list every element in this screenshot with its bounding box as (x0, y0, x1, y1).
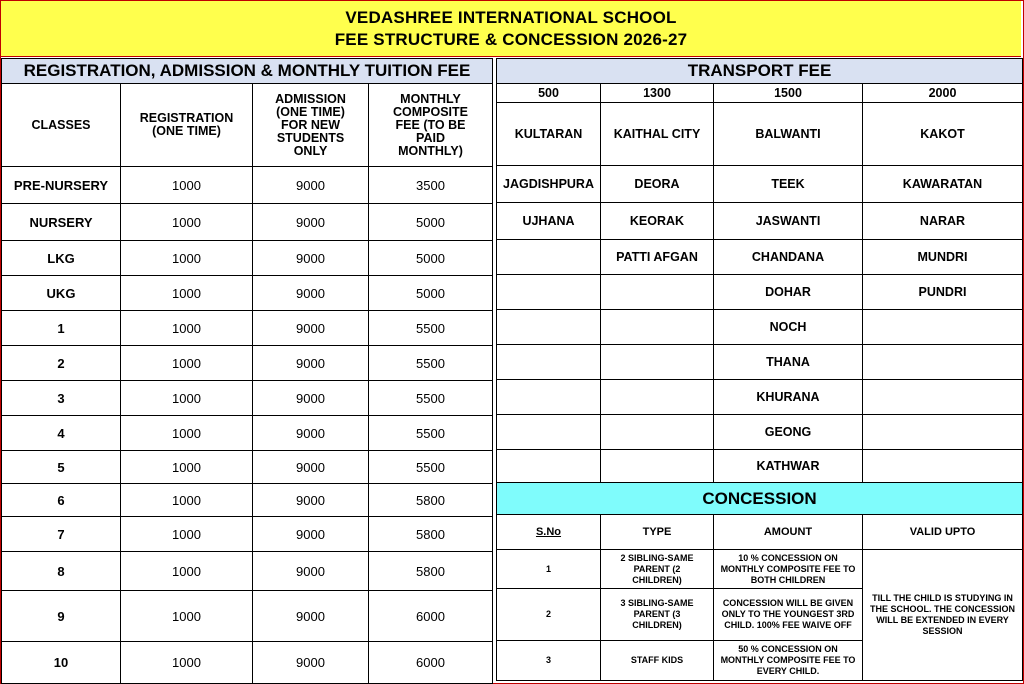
fee-admission-cell: 9000 (253, 484, 369, 517)
fee-monthly-cell: 5800 (369, 517, 493, 552)
conc-sno: 3 (497, 641, 601, 681)
transport-location-cell: DEORA (601, 166, 714, 203)
transport-row (497, 166, 1023, 203)
transport-location-cell: KHURANA (714, 380, 863, 415)
transport-location-cell: TEEK (714, 166, 863, 203)
transport-empty-cell (497, 310, 601, 345)
fee-monthly-cell: 5500 (369, 416, 493, 451)
conc-valid-upto: TILL THE CHILD IS STUDYING IN THE SCHOOL. THE CONCESSION WILL BE EXTENDED IN EVERY SESSION (863, 550, 1023, 681)
fee-class-cell: LKG (2, 241, 121, 276)
transport-empty-cell (601, 275, 714, 310)
transport-location-cell: MUNDRI (863, 240, 1023, 275)
fee-table (1, 58, 493, 684)
fee-registration-cell: 1000 (121, 552, 253, 591)
fee-admission-cell: 9000 (253, 346, 369, 381)
fee-row (2, 484, 493, 517)
transport-empty-cell (863, 345, 1023, 380)
fee-admission-cell: 9000 (253, 311, 369, 346)
transport-location-cell: NARAR (863, 203, 1023, 240)
transport-location-cell: PUNDRI (863, 275, 1023, 310)
fee-registration-cell: 1000 (121, 167, 253, 204)
transport-empty-cell (497, 240, 601, 275)
transport-location-cell: DOHAR (714, 275, 863, 310)
conc-sno: 1 (497, 550, 601, 589)
transport-location-cell: NOCH (714, 310, 863, 345)
fee-monthly-cell: 5500 (369, 311, 493, 346)
transport-empty-cell (863, 380, 1023, 415)
transport-location-cell: KAWARATAN (863, 166, 1023, 203)
fee-row (2, 517, 493, 552)
transport-row (497, 240, 1023, 275)
transport-location-cell: PATTI AFGAN (601, 240, 714, 275)
fee-monthly-cell: 5000 (369, 276, 493, 311)
fee-row (2, 381, 493, 416)
fee-admission-cell: 9000 (253, 204, 369, 241)
fee-admission-cell: 9000 (253, 552, 369, 591)
conc-sno: 2 (497, 589, 601, 641)
fee-class-cell: UKG (2, 276, 121, 311)
fee-registration-cell: 1000 (121, 642, 253, 684)
conc-header-sno: S.No (497, 515, 601, 550)
transport-table (496, 58, 1023, 483)
transport-empty-cell (601, 450, 714, 483)
fee-registration-cell: 1000 (121, 276, 253, 311)
fee-monthly-cell: 6000 (369, 591, 493, 642)
transport-row (497, 415, 1023, 450)
fee-registration-cell: 1000 (121, 591, 253, 642)
fee-row (2, 311, 493, 346)
fee-class-cell: 3 (2, 381, 121, 416)
transport-row (497, 380, 1023, 415)
fee-admission-cell: 9000 (253, 241, 369, 276)
fee-row (2, 416, 493, 451)
school-name: VEDASHREE INTERNATIONAL SCHOOL (345, 7, 677, 27)
conc-type: STAFF KIDS (601, 641, 714, 681)
fee-class-cell: NURSERY (2, 204, 121, 241)
transport-empty-cell (497, 380, 601, 415)
fee-class-cell: 1 (2, 311, 121, 346)
fee-class-cell: 5 (2, 451, 121, 484)
transport-row (497, 203, 1023, 240)
col-header-monthly-text: MONTHLY COMPOSITE FEE (TO BE PAID MONTHLY) (392, 91, 468, 158)
transport-empty-cell (601, 380, 714, 415)
transport-empty-cell (863, 310, 1023, 345)
conc-type: 2 SIBLING-SAME PARENT (2 CHILDREN) (601, 550, 714, 589)
fee-row (2, 167, 493, 204)
conc-amount: 10 % CONCESSION ON MONTHLY COMPOSITE FEE TO BOTH CHILDREN (714, 550, 863, 589)
fee-row (2, 552, 493, 591)
conc-header-amount: AMOUNT (714, 515, 863, 550)
transport-fee-amount: 1500 (714, 84, 863, 103)
fee-row (2, 451, 493, 484)
conc-header-type: TYPE (601, 515, 714, 550)
transport-empty-cell (497, 415, 601, 450)
col-header-registration (121, 84, 253, 167)
fee-registration-cell: 1000 (121, 311, 253, 346)
transport-empty-cell (863, 415, 1023, 450)
conc-amount: CONCESSION WILL BE GIVEN ONLY TO THE YOUNGEST 3RD CHILD. 100% FEE WAIVE OFF (714, 589, 863, 641)
transport-location-cell: CHANDANA (714, 240, 863, 275)
transport-row (497, 310, 1023, 345)
transport-location-cell: KAKOT (863, 103, 1023, 166)
fee-monthly-cell: 5000 (369, 241, 493, 276)
fee-row (2, 346, 493, 381)
transport-fee-amount: 500 (497, 84, 601, 103)
col-header-admission (253, 84, 369, 167)
fee-row (2, 642, 493, 684)
fee-monthly-cell: 6000 (369, 642, 493, 684)
fee-registration-cell: 1000 (121, 484, 253, 517)
fee-row (2, 241, 493, 276)
fee-class-cell: 6 (2, 484, 121, 517)
fee-registration-cell: 1000 (121, 204, 253, 241)
transport-location-cell: UJHANA (497, 203, 601, 240)
fee-row (2, 276, 493, 311)
fee-class-cell: 4 (2, 416, 121, 451)
fee-row (2, 591, 493, 642)
concession-table (496, 482, 1023, 681)
transport-empty-cell (497, 275, 601, 310)
fee-class-cell: 7 (2, 517, 121, 552)
fee-structure-title: FEE STRUCTURE & CONCESSION 2026-27 (334, 29, 688, 49)
fee-admission-cell: 9000 (253, 167, 369, 204)
concession-section-title: CONCESSION (497, 483, 1023, 515)
transport-location-cell: KATHWAR (714, 450, 863, 483)
transport-empty-cell (601, 345, 714, 380)
col-header-admission-text: ADMISSION (ONE TIME) FOR NEW STUDENTS ONLY (275, 91, 346, 158)
fee-admission-cell: 9000 (253, 591, 369, 642)
transport-location-cell: JAGDISHPURA (497, 166, 601, 203)
fee-class-cell: PRE-NURSERY (2, 167, 121, 204)
fee-admission-cell: 9000 (253, 416, 369, 451)
fee-section-title: REGISTRATION, ADMISSION & MONTHLY TUITION FEE (2, 59, 493, 84)
transport-row (497, 103, 1023, 166)
col-header-monthly (369, 84, 493, 167)
fee-row (2, 204, 493, 241)
fee-registration-cell: 1000 (121, 416, 253, 451)
fee-monthly-cell: 5500 (369, 346, 493, 381)
transport-location-cell: BALWANTI (714, 103, 863, 166)
fee-monthly-cell: 5800 (369, 552, 493, 591)
transport-fee-amount: 2000 (863, 84, 1023, 103)
fee-registration-cell: 1000 (121, 346, 253, 381)
fee-monthly-cell: 5000 (369, 204, 493, 241)
conc-type: 3 SIBLING-SAME PARENT (3 CHILDREN) (601, 589, 714, 641)
conc-amount: 50 % CONCESSION ON MONTHLY COMPOSITE FEE TO EVERY CHILD. (714, 641, 863, 681)
header-banner (1, 1, 1021, 57)
transport-location-cell: KULTARAN (497, 103, 601, 166)
transport-empty-cell (601, 310, 714, 345)
transport-empty-cell (863, 450, 1023, 483)
col-header-classes: CLASSES (2, 84, 121, 167)
fee-admission-cell: 9000 (253, 642, 369, 684)
transport-row (497, 275, 1023, 310)
transport-location-cell: KEORAK (601, 203, 714, 240)
transport-section-title: TRANSPORT FEE (497, 59, 1023, 84)
fee-class-cell: 10 (2, 642, 121, 684)
transport-empty-cell (497, 345, 601, 380)
conc-header-valid: VALID UPTO (863, 515, 1023, 550)
fee-admission-cell: 9000 (253, 381, 369, 416)
transport-location-cell: GEONG (714, 415, 863, 450)
transport-location-cell: JASWANTI (714, 203, 863, 240)
fee-admission-cell: 9000 (253, 451, 369, 484)
transport-fee-amount: 1300 (601, 84, 714, 103)
fee-registration-cell: 1000 (121, 451, 253, 484)
fee-admission-cell: 9000 (253, 276, 369, 311)
col-header-registration-text: REGISTRATION (ONE TIME) (139, 111, 234, 138)
transport-row (497, 345, 1023, 380)
fee-admission-cell: 9000 (253, 517, 369, 552)
transport-empty-cell (497, 450, 601, 483)
transport-location-cell: KAITHAL CITY (601, 103, 714, 166)
fee-class-cell: 2 (2, 346, 121, 381)
fee-registration-cell: 1000 (121, 381, 253, 416)
fee-monthly-cell: 5500 (369, 381, 493, 416)
fee-registration-cell: 1000 (121, 517, 253, 552)
fee-class-cell: 8 (2, 552, 121, 591)
fee-monthly-cell: 5800 (369, 484, 493, 517)
fee-monthly-cell: 5500 (369, 451, 493, 484)
transport-row (497, 450, 1023, 483)
fee-class-cell: 9 (2, 591, 121, 642)
transport-empty-cell (601, 415, 714, 450)
fee-monthly-cell: 3500 (369, 167, 493, 204)
fee-registration-cell: 1000 (121, 241, 253, 276)
transport-location-cell: THANA (714, 345, 863, 380)
